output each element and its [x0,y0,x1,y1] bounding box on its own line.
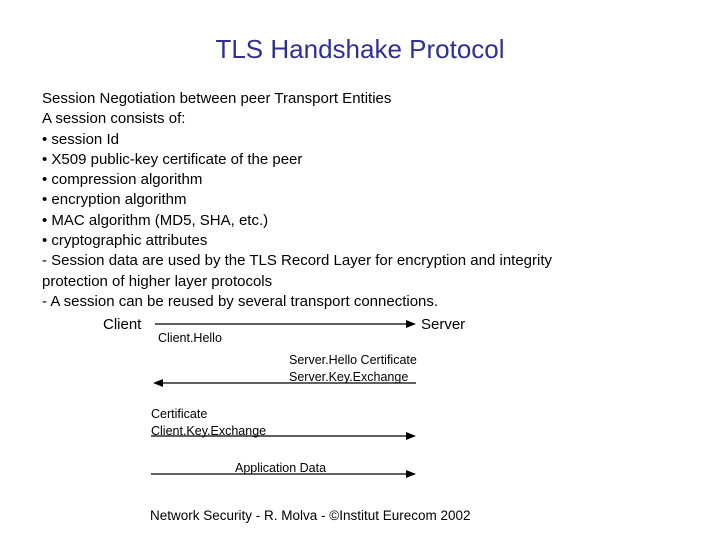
text-line: • MAC algorithm (MD5, SHA, etc.) [42,211,269,229]
text-line: • session Id [42,130,119,148]
arrow-right-application-data [151,470,416,478]
text-line: - Session data are used by the TLS Record Layer for encryption and integrity [42,252,553,270]
text-line: • cryptographic attributes [42,232,208,250]
arrow-right-client-hello [155,320,416,328]
text-line: - A session can be reused by several transport connections. [42,292,439,310]
arrow-left-server-hello [153,379,416,387]
server-label: Server [421,316,466,333]
certificate-label: Certificate [151,407,208,421]
slide-footer: Network Security - R. Molva - ©Institut Eurecom 2002 [150,508,471,523]
server-key-exchange-label: Server.Key.Exchange [289,370,409,384]
arrow-right-client-key-exchange [151,432,416,440]
text-line: Session Negotiation between peer Transport Entities [42,90,392,107]
client-hello-label: Client.Hello [158,331,222,345]
client-label: Client [103,316,142,333]
text-line: • X509 public-key certificate of the peer [42,150,303,168]
slide-title: TLS Handshake Protocol [215,34,505,64]
text-line: • compression algorithm [42,171,203,189]
server-hello-label: Server.Hello Certificate [289,353,417,367]
client-key-exchange-label: Client.Key.Exchange [151,424,267,438]
application-data-label: Application Data [235,461,327,475]
text-line: A session consists of: [42,110,186,128]
text-line: protection of higher layer protocols [42,272,273,290]
text-line: • encryption algorithm [42,191,187,209]
